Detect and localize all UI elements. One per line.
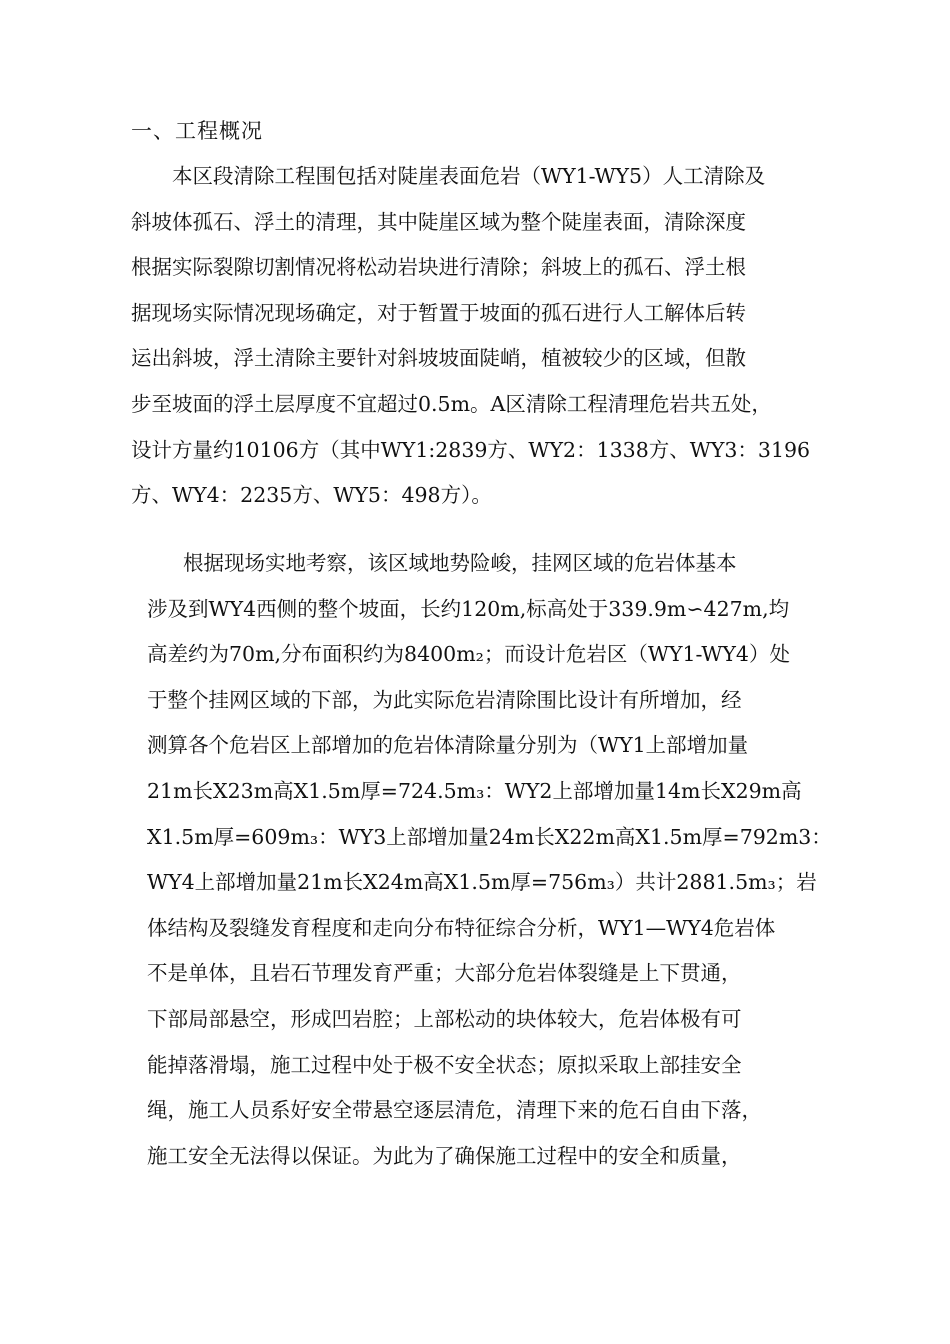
paragraph-line: 据现场实际情况现场确定，对于暂置于坡面的孤石进行人工解体后转 (131, 300, 746, 325)
section-heading: 一、工程概况 (131, 119, 263, 143)
paragraph-project-scope (131, 154, 841, 519)
paragraph-line: WY4上部增加量21m长X24m高X1.5m厚=756m₃）共计2881.5m₃；岩 (147, 870, 817, 895)
paragraph-line: 本区段清除工程围包括对陡崖表面危岩（WY1-WY5）人工清除及 (172, 164, 766, 188)
paragraph-line: 根据实际裂隙切割情况将松动岩块进行清除；斜坡上的孤石、浮土根 (131, 255, 746, 280)
paragraph-line: 不是单体，且岩石节理发育严重；大部分危岩体裂缝是上下贯通， (147, 961, 742, 986)
paragraph-line: 方、WY4：2235方、WY5：498方）。 (131, 483, 492, 508)
paragraph-line: X1.5m厚=609m₃：WY3上部增加量24m长X22m高X1.5m厚=792m3： (147, 824, 832, 849)
paragraph-line: 设计方量约10106方（其中WY1:2839方、WY2：1338方、WY3：3196 (131, 437, 811, 462)
paragraph-line: 根据现场实地考察，该区域地势险峻，挂网区域的危岩体基本 (183, 551, 737, 575)
paragraph-line: 21m长X23m高X1.5m厚=724.5m₃：WY2上部增加量14m长X29m高 (147, 778, 802, 803)
paragraph-line: 绳，施工人员系好安全带悬空逐层清危，清理下来的危石自由下落， (147, 1098, 762, 1123)
paragraph-line: 下部局部悬空，形成凹岩腔；上部松动的块体较大，危岩体极有可 (147, 1006, 742, 1031)
paragraph-line: 测算各个危岩区上部增加的危岩体清除量分别为（WY1上部增加量 (147, 733, 749, 758)
paragraph-site-survey (147, 541, 841, 1179)
paragraph-line: 于整个挂网区域的下部，为此实际危岩清除围比设计有所增加，经 (147, 687, 742, 712)
paragraph-line: 施工安全无法得以保证。为此为了确保施工过程中的安全和质量， (147, 1143, 742, 1168)
paragraph-line: 能掉落滑塌，施工过程中处于极不安全状态；原拟采取上部挂安全 (147, 1052, 742, 1077)
paragraph-line: 运出斜坡，浮土清除主要针对斜坡坡面陡峭，植被较少的区域，但散 (131, 346, 746, 371)
paragraph-line: 体结构及裂缝发育程度和走向分布特征综合分析，WY1—WY4危岩体 (147, 915, 776, 940)
paragraph-line: 斜坡体孤石、浮土的清理，其中陡崖区域为整个陡崖表面，清除深度 (131, 209, 746, 234)
paragraph-line: 步至坡面的浮土层厚度不宜超过0.5m。A区清除工程清理危岩共五处， (131, 391, 772, 416)
paragraph-line: 涉及到WY4西侧的整个坡面，长约120m,标高处于339.9m∽427m,均 (147, 596, 790, 621)
paragraph-line: 高差约为70m,分布面积约为8400m₂；而设计危岩区（WY1-WY4）处 (147, 642, 790, 667)
